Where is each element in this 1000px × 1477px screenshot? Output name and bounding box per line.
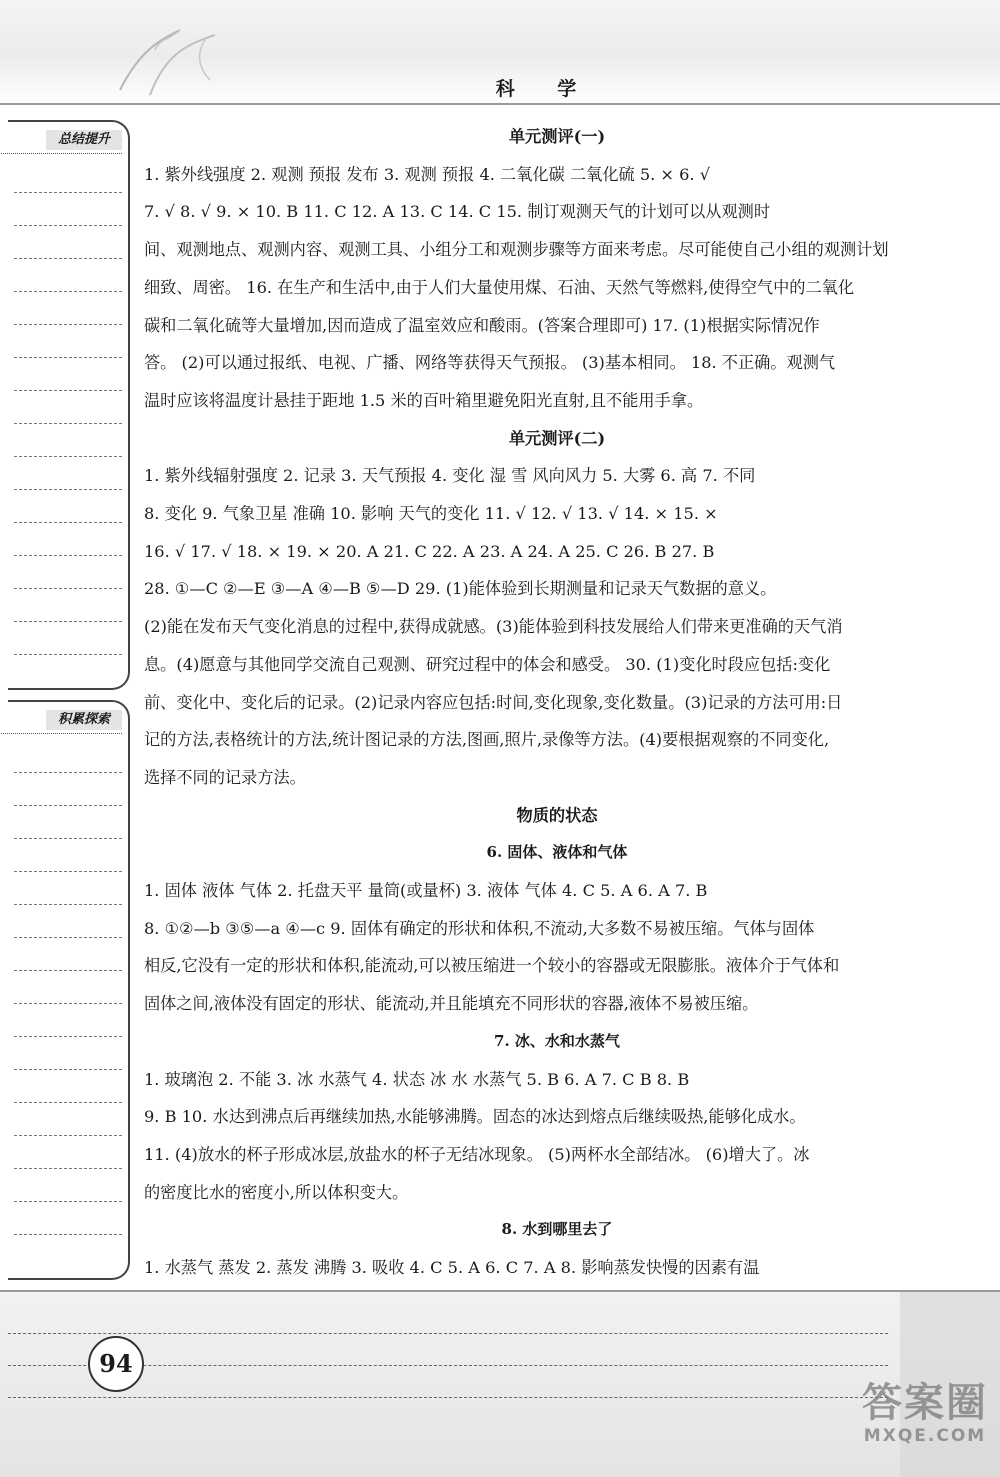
answer-line: 温时应该将温度计悬挂于距地 1.5 米的百叶箱里避免阳光直射,且不能用手拿。 (144, 390, 704, 410)
note-line (14, 390, 122, 391)
answer-line: 固体之间,液体没有固定的形状、能流动,并且能填充不同形状的容器,液体不易被压缩。 (144, 994, 759, 1014)
footer-note-line (8, 1333, 888, 1334)
header-divider (0, 103, 1000, 105)
answer-line: 前、变化中、变化后的记录。(2)记录内容应包括:时间,变化现象,变化数量。(3)记录的方法可用:日 (144, 692, 843, 712)
note-line (14, 970, 122, 971)
page-title: 科 学 (495, 78, 595, 100)
note-line (14, 456, 122, 457)
answer-line: 11. (4)放水的杯子形成冰层,放盐水的杯子无结冰现象。 (5)两杯水全部结冰。 (6)增大了。冰 (144, 1144, 810, 1164)
note-line (14, 1168, 122, 1169)
answer-line: 碳和二氧化硫等大量增加,因而造成了温室效应和酸雨。(答案合理即可) 17. (1)根据实际情况作 (144, 315, 820, 335)
answer-content (144, 118, 970, 1287)
note-line (14, 1201, 122, 1202)
note-line (14, 904, 122, 905)
watermark-logo-text: 答案圈 (862, 1380, 988, 1426)
note-line (14, 423, 122, 424)
lesson-heading: 6. 固体、液体和气体 (486, 843, 628, 862)
section-heading: 单元测评(一) (508, 127, 606, 146)
answer-line: 16. √ 17. √ 18. × 19. × 20. A 21. C 22. A 23. A 24. A 25. C 26. B 27. B (144, 541, 715, 561)
note-line (14, 937, 122, 938)
section-heading: 单元测评(二) (508, 428, 606, 448)
note-line (14, 357, 122, 358)
answer-line: 1. 紫外线辐射强度 2. 记录 3. 天气预报 4. 变化 湿 雪 风向风力 5. 大雾 6. 高 7. 不同 (144, 466, 756, 486)
answer-line: 细致、周密。 16. 在生产和生活中,由于人们大量使用煤、石油、天然气等燃料,使得空气中的二氧化 (144, 277, 855, 297)
answer-line: 记的方法,表格统计的方法,统计图记录的方法,图画,照片,录像等方法。(4)要根据观察的不同变化, (144, 730, 830, 750)
note-line (14, 225, 122, 226)
answer-line: 息。(4)愿意与其他同学交流自己观测、研究过程中的体会和感受。 30. (1)变化时段应包括:变化 (144, 654, 831, 674)
note-line (14, 654, 122, 655)
answer-line: 的密度比水的密度小,所以体积变大。 (144, 1182, 409, 1202)
sidebar-explore-box (8, 700, 130, 1280)
note-line (14, 258, 122, 259)
sidebar-tag-explore: 积累探索 (46, 710, 122, 730)
note-line (14, 1003, 122, 1004)
answer-line: 相反,它没有一定的形状和体积,能流动,可以被压缩进一个较小的容器或无限膨胀。液体介于气体和 (144, 956, 840, 976)
note-line (14, 805, 122, 806)
answer-line: 1. 水蒸气 蒸发 2. 蒸发 沸腾 3. 吸收 4. C 5. A 6. C 7. A 8. 影响蒸发快慢的因素有温 (144, 1258, 760, 1278)
note-line (14, 192, 122, 193)
note-line (14, 1036, 122, 1037)
footer-band (0, 1290, 1000, 1477)
lesson-heading: 8. 水到哪里去了 (501, 1220, 613, 1239)
answer-line: 8. ①②—b ③⑤—a ④—c 9. 固体有确定的形状和体积,不流动,大多数不易被压缩。气体与固体 (144, 918, 815, 938)
answer-line: 8. 变化 9. 气象卫星 准确 10. 影响 天气的变化 11. √ 12. √ 13. √ 14. × 15. × (144, 504, 718, 524)
sidebar-tag-summary: 总结提升 (46, 130, 122, 150)
answer-line: 1. 玻璃泡 2. 不能 3. 冰 水蒸气 4. 状态 冰 水 水蒸气 5. B 6. A 7. C B 8. B (144, 1069, 690, 1089)
answer-line: 28. ①—C ②—E ③—A ④—B ⑤—D 29. (1)能体验到长期测量和记录天气数据的意义。 (144, 579, 777, 599)
note-line (14, 1069, 122, 1070)
note-line (14, 1234, 122, 1235)
page-number: 94 (88, 1336, 144, 1392)
note-line (14, 772, 122, 773)
sidebar-summary-box (8, 120, 130, 690)
note-line (14, 588, 122, 589)
site-watermark (860, 1380, 990, 1446)
lesson-heading: 7. 冰、水和水蒸气 (494, 1031, 620, 1050)
note-line (14, 489, 122, 490)
note-line (14, 555, 122, 556)
note-line (14, 1102, 122, 1103)
note-line (14, 1135, 122, 1136)
note-line (14, 522, 122, 523)
answer-line: 答。 (2)可以通过报纸、电视、广播、网络等获得天气预报。 (3)基本相同。 18. 不正确。观测气 (144, 353, 836, 373)
footer-note-line (8, 1397, 888, 1398)
answer-line: 1. 紫外线强度 2. 观测 预报 发布 3. 观测 预报 4. 二氧化碳 二氧化硫 5. × 6. √ (144, 164, 711, 184)
note-line (14, 291, 122, 292)
answer-line: 选择不同的记录方法。 (144, 767, 306, 787)
footer-divider (0, 1290, 1000, 1292)
unit-heading: 物质的状态 (516, 805, 598, 825)
answer-line: 间、观测地点、观测内容、观测工具、小组分工和观测步骤等方面来考虑。尽可能使自己小组的观测计划 (144, 240, 889, 260)
note-line (14, 871, 122, 872)
note-line (14, 838, 122, 839)
answer-line: 1. 固体 液体 气体 2. 托盘天平 量筒(或量杯) 3. 液体 气体 4. C 5. A 6. A 7. B (144, 881, 708, 901)
watermark-url: MXQE.COM (863, 1426, 987, 1446)
note-line (14, 621, 122, 622)
answer-line: 9. B 10. 水达到沸点后再继续加热,水能够沸腾。固态的冰达到熔点后继续吸热,能够化成水。 (144, 1107, 806, 1127)
answer-line: (2)能在发布天气变化消息的过程中,获得成就感。(3)能体验到科技发展给人们带来更准确的天气消 (144, 617, 843, 637)
note-line (14, 324, 122, 325)
answer-line: 7. √ 8. √ 9. × 10. B 11. C 12. A 13. C 14. C 15. 制订观测天气的计划可以从观测时 (144, 202, 771, 222)
